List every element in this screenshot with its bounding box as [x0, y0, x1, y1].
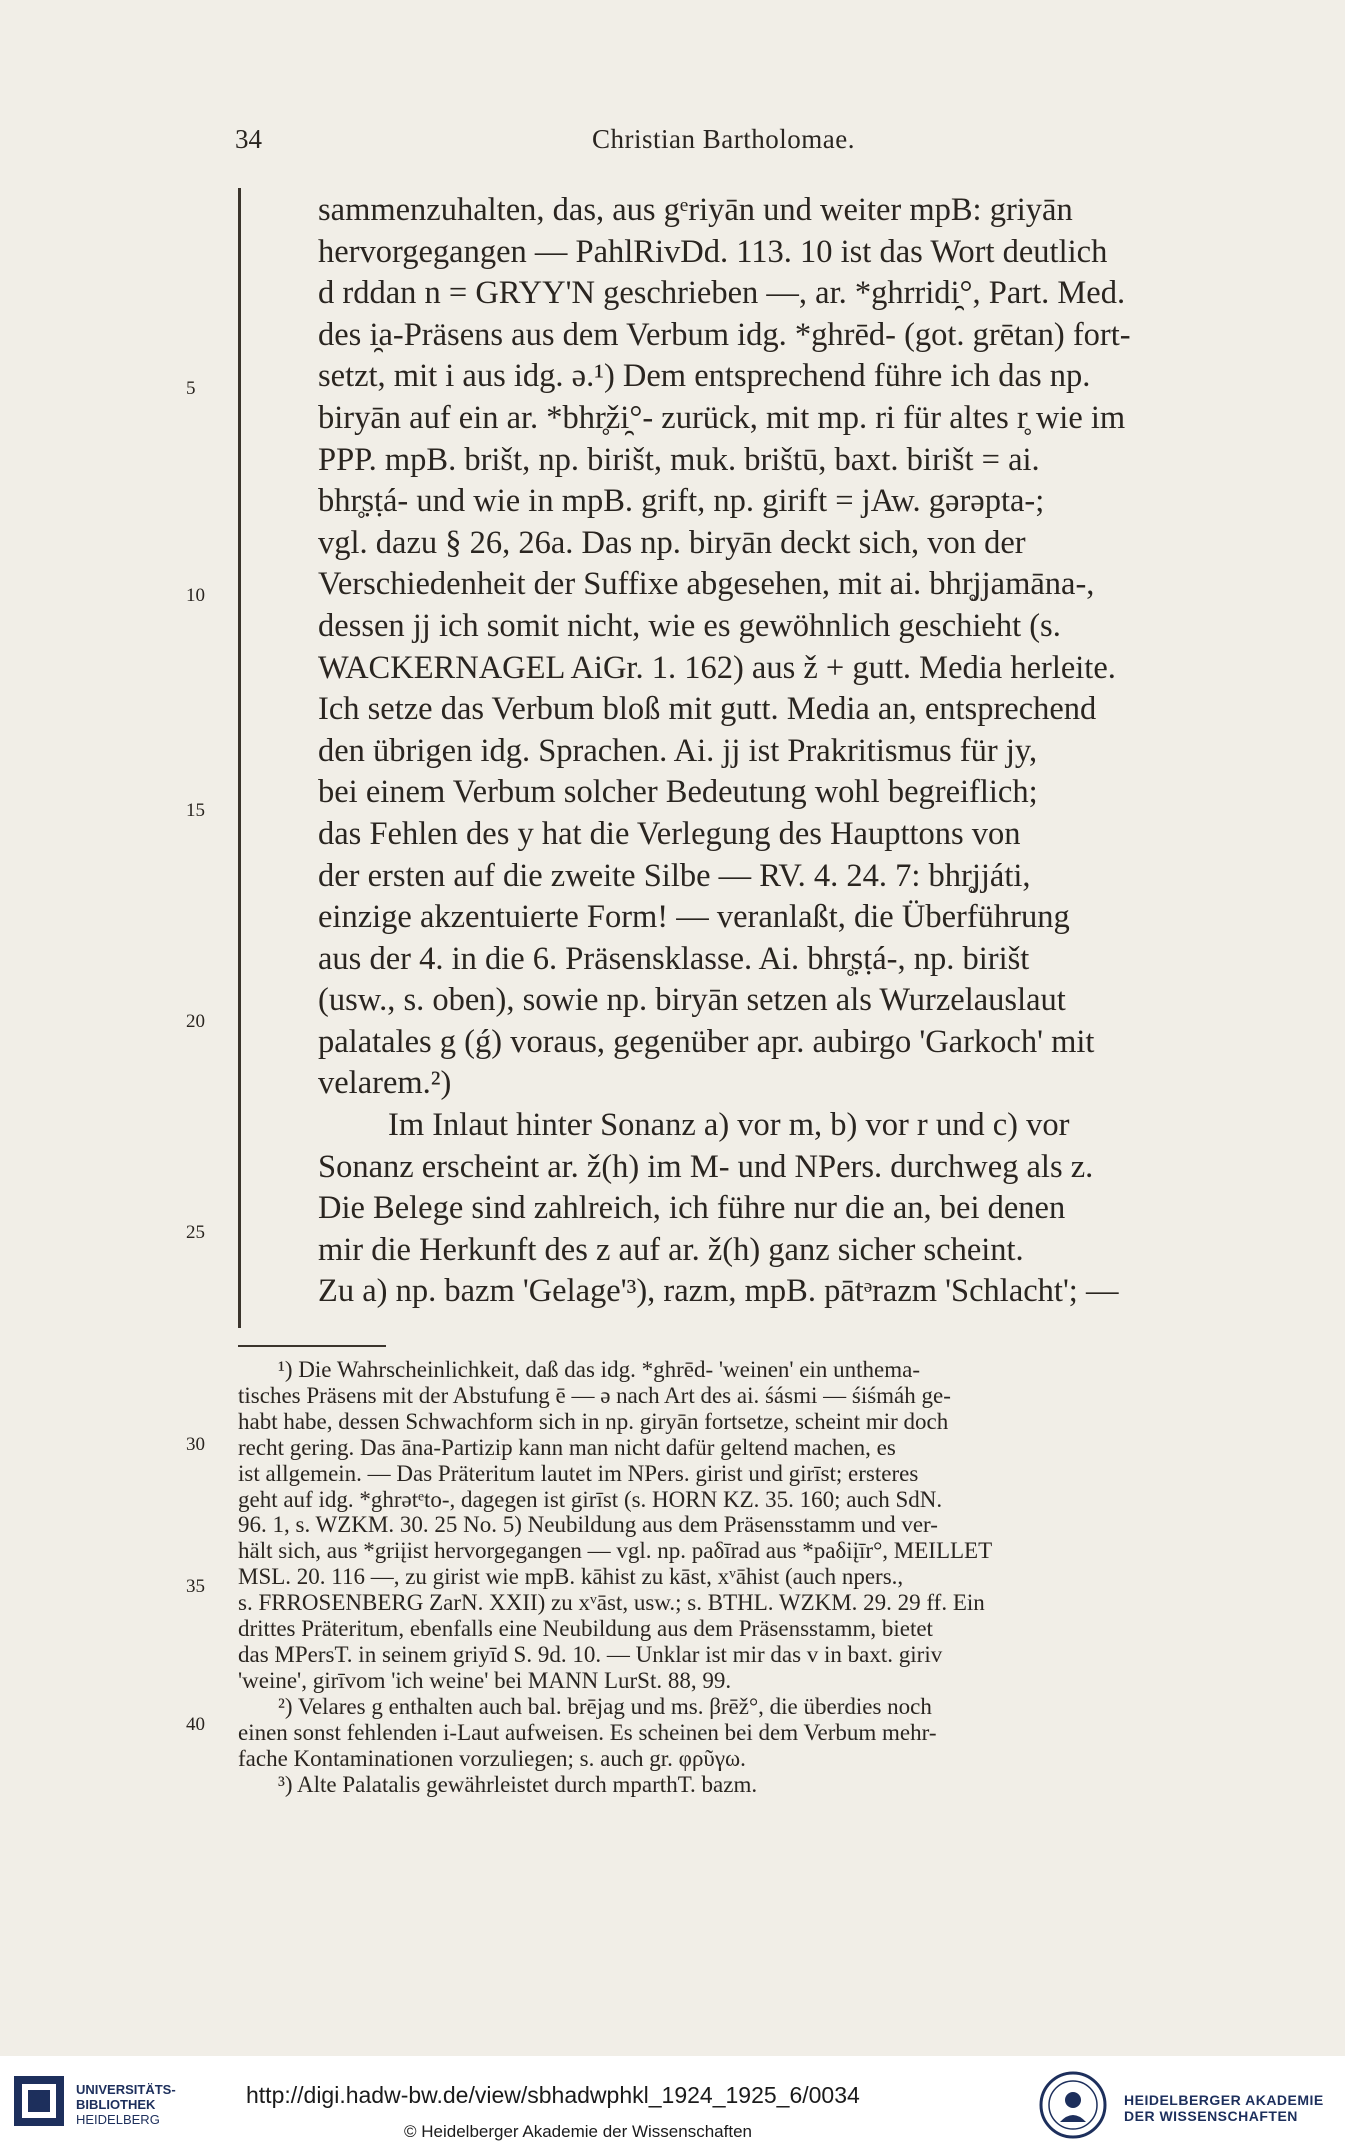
text-line: Im Inlaut hinter Sonanz a) vor m, b) vor r und c) vor — [388, 1107, 1070, 1144]
footnote-line: tisches Präsens mit der Abstufung ē — ə nach Art des ai. śásmi — śiśmáh ge- — [238, 1382, 951, 1408]
text-line: PPP. mpB. brišt, np. birišt, muk. brištū, baxt. birišt = ai. — [318, 441, 1040, 478]
text-line: Sonanz erscheint ar. ž(h) im M- und NPers. durchweg als z. — [318, 1148, 1094, 1185]
main-text — [318, 190, 1244, 1313]
library-name — [76, 2082, 176, 2127]
text-line: palatales g (ǵ) voraus, gegenüber apr. aubirgo 'Garkoch' mit — [318, 1023, 1095, 1060]
footnote-line: ¹) Die Wahrscheinlichkeit, daß das idg. *ghrēd- 'weinen' ein unthema- — [278, 1357, 921, 1382]
text-line: Zu a) np. bazm 'Gelage'³), razm, mpB. pātᵊrazm 'Schlacht'; — — [318, 1273, 1119, 1310]
text-line: Ich setze das Verbum bloß mit gutt. Media an, entsprechend — [318, 691, 1097, 728]
page-header — [0, 118, 1345, 158]
text-line: d rddan n = GRYY'N geschrieben —, ar. *ghrridi̯°, Part. Med. — [318, 275, 1126, 312]
text-line: setzt, mit i aus idg. ə.¹) Dem entsprechend führe ich das np. — [318, 358, 1091, 395]
line-number: 15 — [186, 800, 205, 821]
text-line: der ersten auf die zweite Silbe — RV. 4. 24. 7: bhr̥jjáti, — [318, 857, 1031, 894]
footnote-line: geht auf idg. *ghrətᵉto-, dagegen ist girīst (s. HORN KZ. 35. 160; auch SdN. — [238, 1486, 943, 1512]
text-line: (usw., s. oben), sowie np. biryān setzen als Wurzelauslaut — [318, 982, 1066, 1019]
running-head: Christian Bartholomae. — [592, 124, 855, 154]
text-line: Verschiedenheit der Suffixe abgesehen, mit ai. bhr̥jjamāna-, — [318, 566, 1095, 603]
text-line: mir die Herkunft des z auf ar. ž(h) ganz sicher scheint. — [318, 1231, 1024, 1268]
footnote-line: hält sich, aus *griįist hervorgegangen — vgl. np. paδīrad aus *paδiįīr°, MEILLET — [238, 1538, 993, 1564]
text-line: den übrigen idg. Sprachen. Ai. jj ist Prakritismus für jy, — [318, 732, 1038, 769]
line-number: 5 — [186, 378, 196, 399]
footnote-line: s. FRROSENBERG ZarN. XXII) zu xᵛāst, usw.; s. BTHL. WZKM. 29. 29 ff. Ein — [238, 1590, 985, 1616]
text-line: biryān auf ein ar. *bhr̥ži̯°- zurück, mit mp. ri für altes r̥ wie im — [318, 399, 1126, 436]
permalink-url[interactable]: http://digi.hadw-bw.de/view/sbhadwphkl_1924_1925_6/0034 — [246, 2082, 860, 2108]
text-line: vgl. dazu § 26, 26a. Das np. biryān deckt sich, von der — [318, 524, 1026, 561]
footnotes — [238, 1357, 1244, 1797]
academy-name-line: HEIDELBERGER AKADEMIE — [1124, 2092, 1324, 2108]
footnote-line: 96. 1, s. WZKM. 30. 25 No. 5) Neubildung aus dem Präsensstamm und ver- — [238, 1512, 938, 1538]
library-name-line: HEIDELBERG — [76, 2112, 160, 2127]
line-number: 30 — [186, 1434, 205, 1455]
academy-name — [1124, 2092, 1324, 2124]
line-number: 40 — [186, 1714, 205, 1735]
text-line: sammenzuhalten, das, aus gᵉriyān und weiter mpB: griyān — [318, 192, 1073, 228]
page-number: 34 — [235, 124, 262, 154]
copyright-notice: © Heidelberger Akademie der Wissenschaften — [404, 2122, 752, 2141]
footnote-line: einen sonst fehlenden i-Laut aufweisen. Es scheinen bei dem Verbum mehr- — [238, 1719, 937, 1745]
footnote-line: ist allgemein. — Das Präteritum lautet im NPers. girist und girīst; ersteres — [238, 1460, 919, 1486]
text-line: bei einem Verbum solcher Bedeutung wohl begreiflich; — [318, 774, 1038, 811]
footnote-line: MSL. 20. 116 —, zu girist wie mpB. kāhist zu kāst, xᵛāhist (auch npers., — [238, 1564, 904, 1590]
footnote-line: ²) Velares g enthalten auch bal. brējag und ms. βrēž°, die überdies noch — [278, 1693, 932, 1719]
text-line: Die Belege sind zahlreich, ich führe nur die an, bei denen — [318, 1190, 1066, 1227]
line-number: 20 — [186, 1011, 205, 1032]
viewer-footer — [0, 2056, 1345, 2156]
text-line: velarem.²) — [318, 1065, 452, 1102]
library-name-line: BIBLIOTHEK — [76, 2097, 156, 2112]
text-line: aus der 4. in die 6. Präsensklasse. Ai. bhr̥ṣṭá-, np. birišt — [318, 940, 1030, 977]
footnote-line: drittes Präteritum, ebenfalls eine Neubildung aus dem Präsensstamm, bietet — [238, 1616, 933, 1642]
text-line: des i̯a-Präsens aus dem Verbum idg. *ghrēd- (got. grētan) fort- — [318, 316, 1131, 353]
footnote-rule — [238, 1345, 386, 1347]
footnote-line: 'weine', girīvom 'ich weine' bei MANN LurSt. 88, 99. — [238, 1667, 732, 1693]
text-line: bhr̥ṣṭá- und wie in mpB. grift, np. girift = jAw. gərəpta-; — [318, 483, 1045, 520]
text-line: hervorgegangen — PahlRivDd. 113. 10 ist das Wort deutlich — [318, 233, 1108, 270]
university-library-logo-icon — [8, 2070, 70, 2132]
text-line: WACKERNAGEL AiGr. 1. 162) aus ž + gutt. Media herleite. — [318, 649, 1116, 686]
footnote-line: das MPersT. in seinem griyīd S. 9d. 10. — Unklar ist mir das v in baxt. giriv — [238, 1641, 943, 1667]
footnote-line: recht gering. Das āna-Partizip kann man nicht dafür geltend machen, es — [238, 1434, 896, 1460]
footnote-line: habt habe, dessen Schwachform sich in np. giryān fortsetze, scheint mir doch — [238, 1408, 949, 1434]
text-line: einzige akzentuierte Form! — veranlaßt, die Überführung — [318, 899, 1070, 936]
footnote-line: ³) Alte Palatalis gewährleistet durch mparthT. bazm. — [278, 1771, 758, 1797]
line-number: 35 — [186, 1576, 205, 1597]
text-line: das Fehlen des y hat die Verlegung des Haupttons von — [318, 815, 1021, 852]
academy-name-line: DER WISSENSCHAFTEN — [1124, 2108, 1298, 2124]
academy-seal-icon — [1038, 2070, 1108, 2140]
margin-rule — [238, 188, 241, 1328]
library-name-line: UNIVERSITÄTS- — [76, 2082, 176, 2097]
footnote-line: fache Kontaminationen vorzuliegen; s. auch gr. φρῦγω. — [238, 1745, 746, 1771]
line-number: 10 — [186, 585, 205, 606]
text-line: dessen jj ich somit nicht, wie es gewöhnlich geschieht (s. — [318, 607, 1061, 644]
line-number: 25 — [186, 1222, 205, 1243]
